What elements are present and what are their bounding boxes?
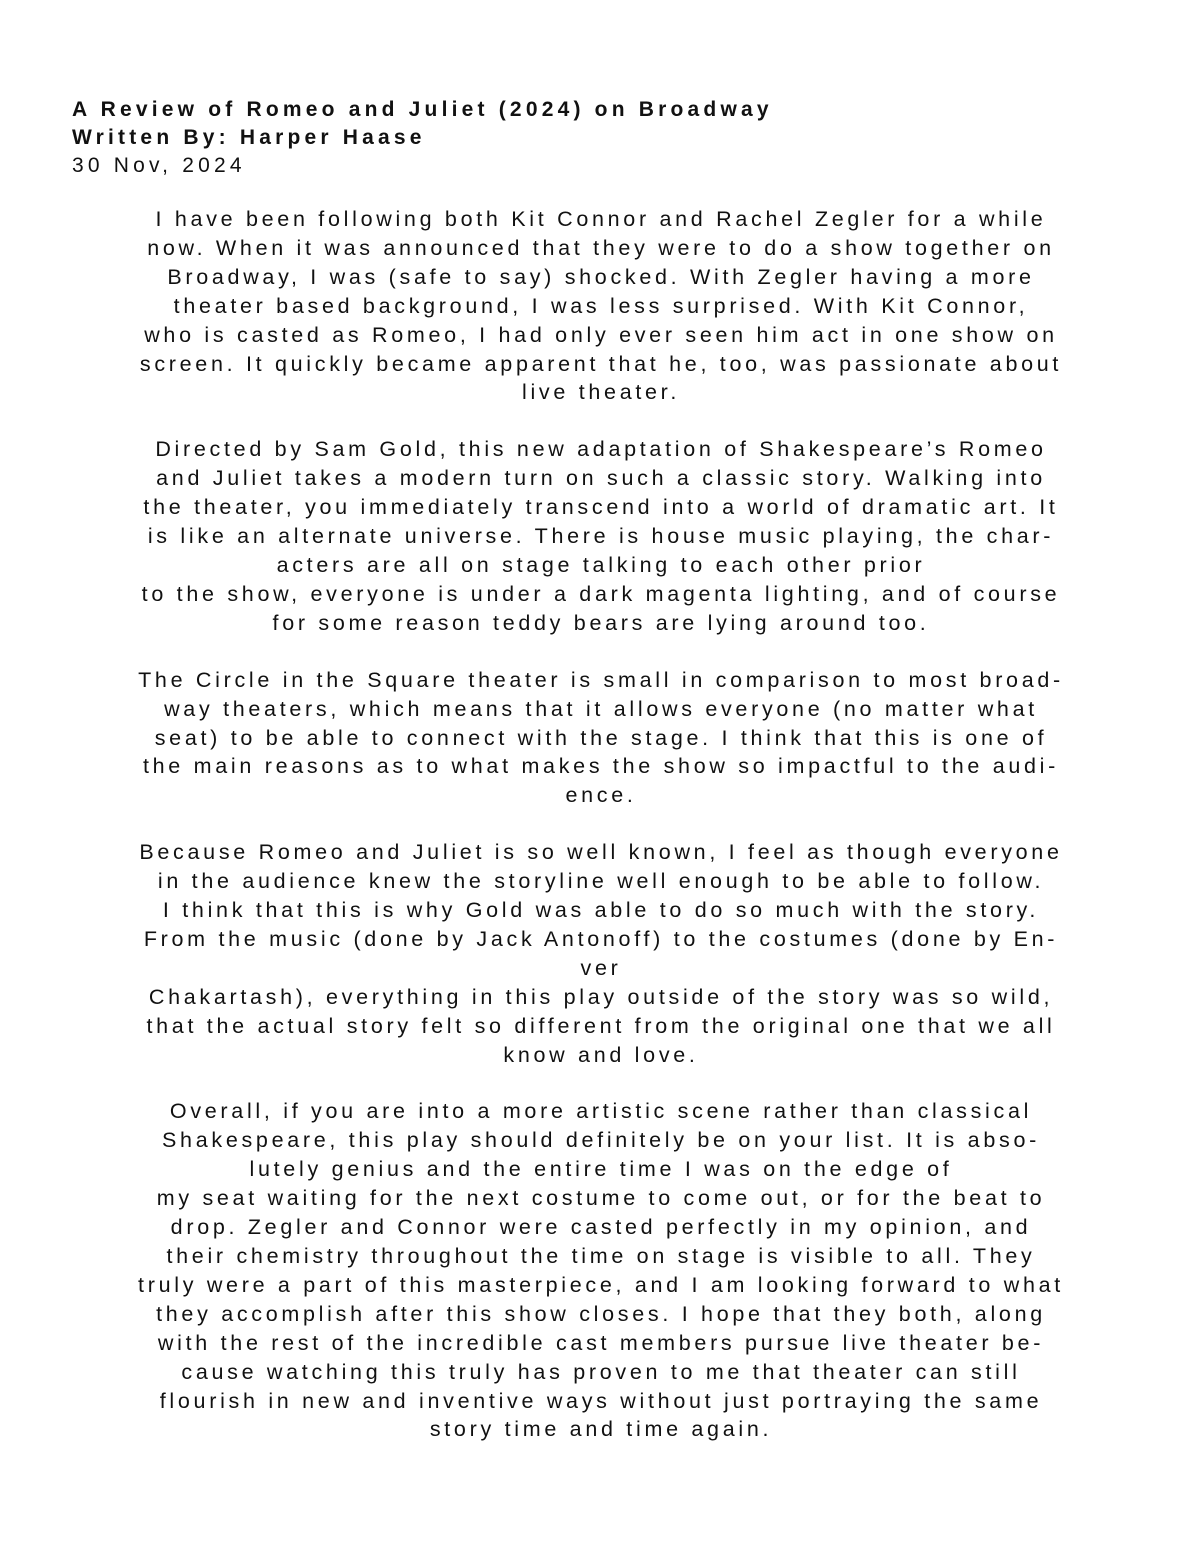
text-line: drop. Zegler and Connor were casted perfectly in my opinion, and xyxy=(170,1215,1032,1240)
paragraph-3 xyxy=(70,666,1132,811)
text-line: Because Romeo and Juliet is so well known, I feel as though everyone xyxy=(139,840,1063,865)
text-line: Overall, if you are into a more artistic scene rather than classical xyxy=(169,1099,1033,1124)
text-line: and Juliet takes a modern turn on such a classic story. Walking into xyxy=(156,466,1046,491)
text-line: know and love. xyxy=(503,1042,699,1067)
text-line: they accomplish after this show closes. I hope that they both, along xyxy=(156,1301,1046,1326)
text-line: truly were a part of this masterpiece, and I am looking forward to what xyxy=(138,1272,1064,1297)
text-line: in the audience knew the storyline well enough to be able to follow. xyxy=(157,869,1045,894)
paragraph-1 xyxy=(70,205,1132,407)
text-line: From the music (done by Jack Antonoff) to the costumes (done by En- xyxy=(143,926,1059,951)
text-line: way theaters, which means that it allows everyone (no matter what xyxy=(164,696,1038,721)
text-line: the main reasons as to what makes the show so impactful to the audi- xyxy=(142,754,1060,779)
text-line: flourish in new and inventive ways without just portraying the same xyxy=(159,1388,1043,1413)
text-line: that the actual story felt so different from the original one that we all xyxy=(146,1013,1056,1038)
paragraph-5 xyxy=(70,1097,1132,1444)
text-line: Broadway, I was (safe to say) shocked. With Zegler having a more xyxy=(167,264,1035,289)
text-line: seat) to be able to connect with the stage. I think that this is one of xyxy=(154,725,1048,750)
paragraph-2 xyxy=(70,435,1132,637)
text-line: ence. xyxy=(565,783,637,808)
text-line: cause watching this truly has proven to me that theater can still xyxy=(181,1359,1021,1384)
text-line: ver xyxy=(580,955,622,980)
text-line: Directed by Sam Gold, this new adaptation of Shakespeare’s Romeo xyxy=(155,437,1047,462)
text-line: to the show, everyone is under a dark magenta lighting, and of course xyxy=(141,581,1061,606)
document-title: A Review of Romeo and Juliet (2024) on Broadway xyxy=(72,98,773,121)
text-line: I think that this is why Gold was able to do so much with the story. xyxy=(162,898,1040,923)
text-line: their chemistry throughout the time on stage is visible to all. They xyxy=(166,1244,1036,1268)
text-line: theater based background, I was less surprised. With Kit Connor, xyxy=(173,293,1029,318)
text-line: I have been following both Kit Connor and Rachel Zegler for a while xyxy=(155,207,1047,231)
text-line: live theater. xyxy=(521,380,681,405)
text-line: lutely genius and the entire time I was on the edge of xyxy=(249,1157,953,1182)
text-line: the theater, you immediately transcend into a world of dramatic art. It xyxy=(143,495,1059,520)
text-line: The Circle in the Square theater is small in comparison to most broad- xyxy=(138,667,1064,692)
document-date: 30 Nov, 2024 xyxy=(72,154,246,177)
text-line: with the rest of the incredible cast members pursue live theater be- xyxy=(157,1330,1045,1355)
text-line: my seat waiting for the next costume to come out, or for the beat to xyxy=(156,1186,1046,1211)
document-header xyxy=(72,96,1072,180)
text-line: acters are all on stage talking to each other prior xyxy=(276,552,926,577)
text-line: who is casted as Romeo, I had only ever seen him act in one show on xyxy=(144,322,1058,347)
text-line: screen. It quickly became apparent that he, too, was passionate about xyxy=(139,351,1063,376)
paragraph-4 xyxy=(70,838,1132,1069)
text-line: Chakartash), everything in this play outside of the story was so wild, xyxy=(148,984,1054,1009)
text-line: for some reason teddy bears are lying around too. xyxy=(272,610,930,635)
text-line: is like an alternate universe. There is house music playing, the char- xyxy=(147,524,1055,549)
document-body xyxy=(70,205,1132,1472)
text-line: story time and time again. xyxy=(429,1417,773,1442)
text-line: Shakespeare, this play should definitely be on your list. It is abso- xyxy=(162,1128,1040,1153)
document-byline: Written By: Harper Haase xyxy=(72,126,426,149)
text-line: now. When it was announced that they were to do a show together on xyxy=(147,235,1055,260)
